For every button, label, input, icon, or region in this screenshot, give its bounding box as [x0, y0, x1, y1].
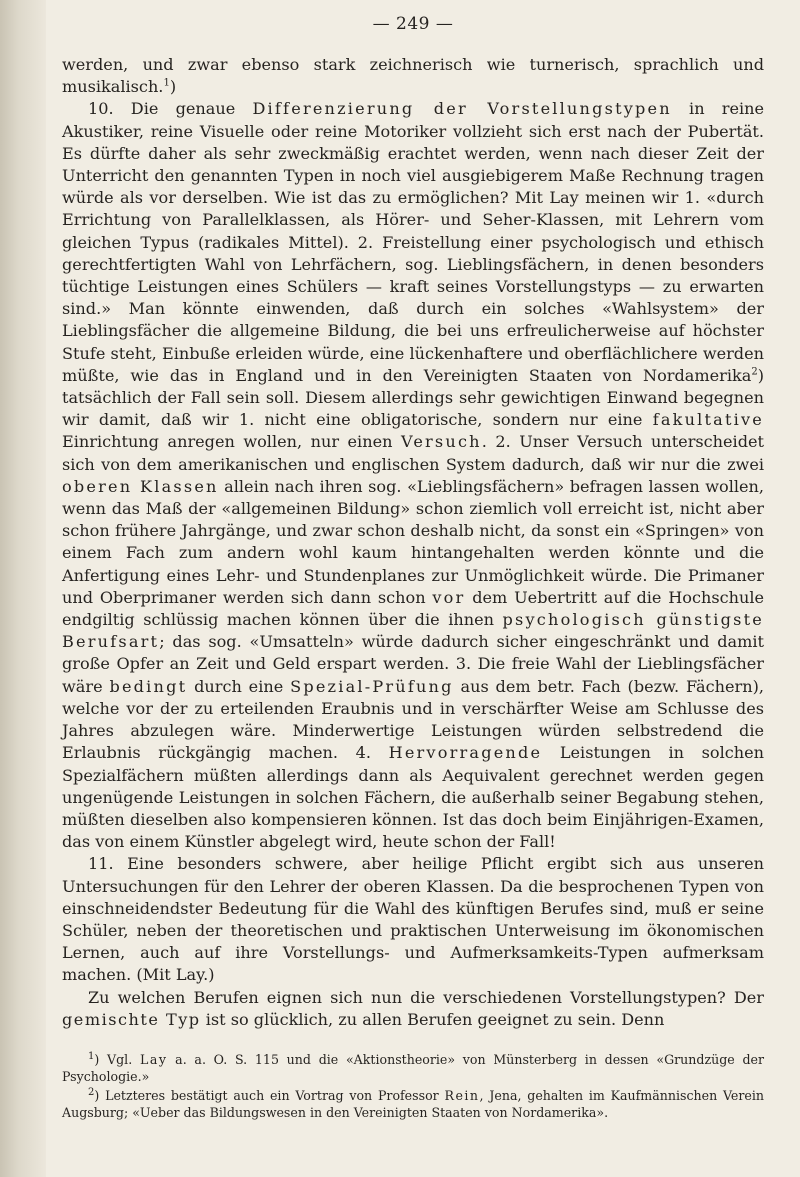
spaced-emphasis: fakultative	[652, 410, 764, 430]
spaced-emphasis: Rein	[444, 1087, 480, 1103]
body-text	[62, 54, 764, 1031]
spaced-emphasis: vor	[432, 587, 466, 607]
spaced-emphasis: Hervorragende	[388, 743, 543, 763]
paragraph: 11. Eine besonders schwere, aber heilige Pflicht ergibt sich aus unseren Untersuchungen für den Lehrer der oberen Klassen. Da die besprochenen Typen von einschneidendster Bedeutung für die Wahl des künftigen Berufes sind, muß er seine Schüler, neben der theoretischen und praktischen Unterweisung im ökonomischen Lernen, auch auf ihre Vorstellungs- und Aufmerksamkeits-Typen aufmerksam machen. (Mit Lay.)	[62, 854, 764, 985]
paragraph: 10. Die genaue Differenzierung der Vorstellungstypen in reine Akustiker, reine Visuelle oder reine Motoriker vollzieht sich erst nach der Pubertät. Es dürfte daher als sehr zweckmäßig erachtet werden, wenn nach dieser Zeit der Unterricht den genannten Typen in noch viel ausgiebigerem Maße Rechnung tragen würde als vor derselben. Wie ist das zu ermöglichen? Mit Lay meinen wir 1. «durch Errichtung von Parallelklassen, als Hörer- und Seher-Klassen, mit Lehrern vom gleichen Typus (radikales Mittel). 2. Freistellung einer psychologisch und ethisch gerechtfertigten Wahl von Lehrfächern, sog. Lieblingsfächern, in denen besonders tüchtige Leistungen eines Schülers — kraft seines Vorstellungstyps — zu erwarten sind.» Man könnte einwenden, daß durch ein solches «Wahlsystem» der Lieblingsfächer die allgemeine Bildung, die bei uns erfreulicherweise auf höchster Stufe steht, Einbuße erleiden würde, eine lückenhaftere und oberflächlichere werden müßte, wie das in England und in den Vereinigten Staaten von Nordamerika$^2$) tatsächlich der Fall sein soll. Diesem allerdings sehr gewichtigen Einwand begegnen wir damit, daß wir 1. nicht eine obligatorische, sondern nur eine fakultative Einrichtung anregen wollen, nur einen Versuch. 2. Unser Versuch unterscheidet sich von dem amerikanischen und englischen System dadurch, daß wir nur die zwei oberen Klassen allein nach ihren sog. «Lieblingsfächern» befragen lassen wollen, wenn das Maß der «allgemeinen Bildung» schon ziemlich voll erreicht ist, nicht aber schon frühere Jahrgänge, und zwar schon deshalb nicht, da sonst ein «Springen» von einem Fach zum andern wohl kaum hintangehalten werden könnte und die Anfertigung eines Lehr- und Stundenplanes zur Unmöglichkeit würde. Die Primaner und Oberprimaner werden sich dann schon vor dem Uebertritt auf die Hochschule endgiltig schlüssig machen können über die ihnen psychologisch günstigste Berufsart; das sog. «Umsatteln» würde dadurch sicher eingeschränkt und damit große Opfer an Zeit und Geld erspart werden. 3. Die freie Wahl der Lieblingsfächer wäre bedingt durch eine Spezial-Prüfung aus dem betr. Fach (bezw. Fächern), welche vor der zu erteilenden Eraubnis und in verschärfter Weise am Schlusse des Jahres abzulegen wäre. Minderwertige Leistungen würden selbstredend die Erlaubnis rückgängig machen. 4. Hervorragende Leistungen in solchen Spezialfächern müßten allerdings dann als Aequivalent gerechnet werden gegen ungenügende Leistungen in solchen Fächern, die außerhalb seiner Begabung stehen, müßten dieselben also kompensieren können. Ist das doch beim Einjährigen-Examen, das von einem Künstler abgelegt wird, heute schon der Fall!	[62, 99, 765, 852]
paragraph: Zu welchen Berufen eignen sich nun die verschiedenen Vorstellungstypen? Der gemischte Typ ist so glücklich, zu allen Berufen geeignet zu sein. Denn	[62, 987, 764, 1029]
footnote-ref[interactable]: 1	[163, 77, 170, 89]
footnotes	[62, 1051, 764, 1121]
spaced-emphasis: Differenzierung der Vorstellungstypen	[252, 99, 672, 119]
paragraph: werden, und zwar ebenso stark zeichnerisch wie turnerisch, sprachlich und musikalisch.$^1$)	[62, 55, 764, 97]
footnote-ref[interactable]: 2	[751, 366, 758, 378]
spaced-emphasis: oberen Klassen	[62, 476, 219, 496]
page-number: — 249 —	[372, 14, 454, 34]
footnote: $^2$) Letzteres bestätigt auch ein Vortrag von Professor Rein, Jena, gehalten im Kaufmännischen Verein Augsburg; «Ueber das Bildungswesen in den Vereinigten Staaten von Nordamerika».	[62, 1086, 764, 1120]
spaced-emphasis: gemischte Typ	[62, 1009, 201, 1029]
scan-page-edge	[0, 0, 46, 1177]
footnote: $^1$) Vgl. Lay a. a. O. S. 115 und die «Aktionstheorie» von Münsterberg in dessen «Grundzüge der Psychologie.»	[62, 1050, 764, 1084]
book-page	[62, 14, 764, 1123]
spaced-emphasis: Versuch	[400, 432, 482, 452]
spaced-emphasis: Spezial-Prüfung	[290, 676, 454, 696]
spaced-emphasis: bedingt	[109, 676, 188, 696]
spaced-emphasis: psychologisch günstigste Berufsart	[62, 610, 764, 652]
spaced-emphasis: Lay	[139, 1051, 168, 1067]
